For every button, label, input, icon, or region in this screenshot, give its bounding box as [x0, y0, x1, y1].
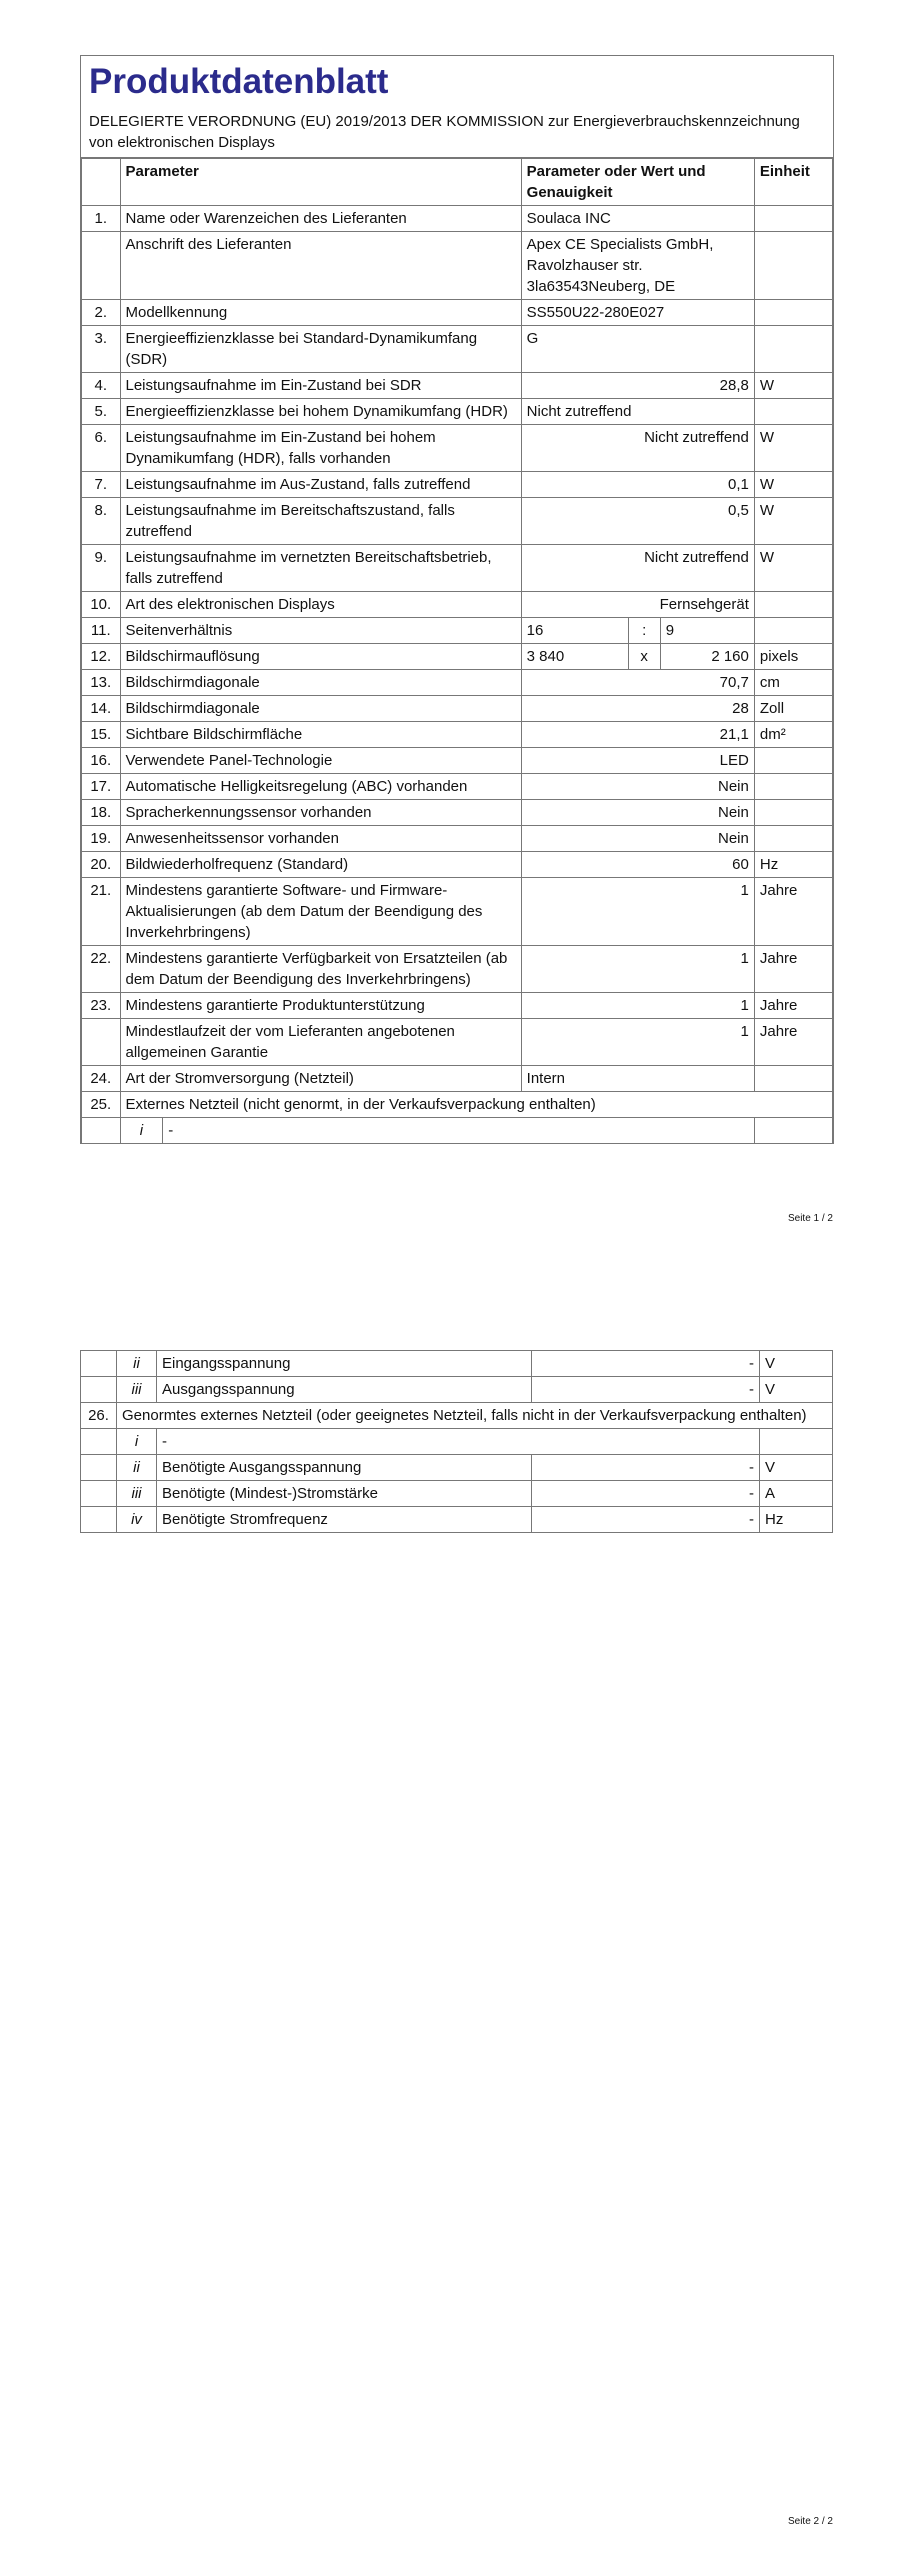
- header-parameter: Parameter: [120, 158, 521, 205]
- table-row: 19. Anwesenheitssensor vorhanden Nein: [82, 825, 833, 851]
- table-row: ii Eingangsspannung - V: [81, 1351, 833, 1377]
- table-row: 12. Bildschirmauflösung 3 840 x 2 160 pixels: [82, 643, 833, 669]
- product-data-table-continued: [80, 1350, 833, 1533]
- table-row: 21. Mindestens garantierte Software- und Firmware-Aktualisierungen (ab dem Datum der Beendigung des Inverkehrbringens) 1 Jahre: [82, 877, 833, 945]
- table-row: i -: [81, 1429, 833, 1455]
- table-header-row: [82, 158, 833, 205]
- page-2: [80, 1350, 832, 1533]
- table-row: 1. Name oder Warenzeichen des Lieferanten Soulaca INC: [82, 205, 833, 231]
- table-row: 8. Leistungsaufnahme im Bereitschaftszustand, falls zutreffend 0,5 W: [82, 497, 833, 544]
- table-row: 20. Bildwiederholfrequenz (Standard) 60 Hz: [82, 851, 833, 877]
- table-row: 9. Leistungsaufnahme im vernetzten Bereitschaftsbetrieb, falls zutreffend Nicht zutreffend W: [82, 544, 833, 591]
- table-row: 6. Leistungsaufnahme im Ein-Zustand bei hohem Dynamikumfang (HDR), falls vorhanden Nicht zutreffend W: [82, 424, 833, 471]
- table-row: ii Benötigte Ausgangsspannung - V: [81, 1455, 833, 1481]
- table-row: iv Benötigte Stromfrequenz - Hz: [81, 1507, 833, 1533]
- table-row: iii Ausgangsspannung - V: [81, 1377, 833, 1403]
- table-row: 17. Automatische Helligkeitsregelung (ABC) vorhanden Nein: [82, 773, 833, 799]
- table-row: 15. Sichtbare Bildschirmfläche 21,1 dm²: [82, 721, 833, 747]
- table-row: 23. Mindestens garantierte Produktunterstützung 1 Jahre: [82, 992, 833, 1018]
- table-row: 2. Modellkennung SS550U22-280E027: [82, 299, 833, 325]
- table-row: 5. Energieeffizienzklasse bei hohem Dynamikumfang (HDR) Nicht zutreffend: [82, 398, 833, 424]
- table-row: 18. Spracherkennungssensor vorhanden Nein: [82, 799, 833, 825]
- table-row: 4. Leistungsaufnahme im Ein-Zustand bei SDR 28,8 W: [82, 372, 833, 398]
- table-row: 7. Leistungsaufnahme im Aus-Zustand, falls zutreffend 0,1 W: [82, 471, 833, 497]
- page-footer-2: Seite 2 / 2: [787, 2516, 833, 2527]
- table-row: Mindestlaufzeit der vom Lieferanten angebotenen allgemeinen Garantie 1 Jahre: [82, 1018, 833, 1065]
- table-row: 24. Art der Stromversorgung (Netzteil) Intern: [82, 1065, 833, 1091]
- table-row: 11. Seitenverhältnis 16 : 9: [82, 617, 833, 643]
- header-unit: Einheit: [754, 158, 832, 205]
- regulation-subtitle: DELEGIERTE VERORDNUNG (EU) 2019/2013 DER KOMMISSION zur Energieverbrauchskennzeichnung von elektronischen Displays: [89, 113, 800, 151]
- table-row: i -: [82, 1117, 833, 1143]
- table-row: 26. Genormtes externes Netzteil (oder geeignetes Netzteil, falls nicht in der Verkaufsverpackung enthalten): [81, 1403, 833, 1429]
- table-row: 13. Bildschirmdiagonale 70,7 cm: [82, 669, 833, 695]
- table-row: 22. Mindestens garantierte Verfügbarkeit von Ersatzteilen (ab dem Datum der Beendigung des Inverkehrbringens) 1 Jahre: [82, 945, 833, 992]
- table-row: 16. Verwendete Panel-Technologie LED: [82, 747, 833, 773]
- table-row: 14. Bildschirmdiagonale 28 Zoll: [82, 695, 833, 721]
- document-header: [81, 56, 833, 158]
- table-row: 10. Art des elektronischen Displays Fernsehgerät: [82, 591, 833, 617]
- table-row: iii Benötigte (Mindest-)Stromstärke - A: [81, 1481, 833, 1507]
- page-footer-1: Seite 1 / 2: [787, 1213, 833, 1224]
- header-value: Parameter oder Wert und Genauigkeit: [521, 158, 754, 205]
- page-title: Produktdatenblatt: [89, 62, 389, 101]
- table-row: 3. Energieeffizienzklasse bei Standard-Dynamikumfang (SDR) G: [82, 325, 833, 372]
- product-data-table: [81, 158, 833, 1144]
- table-row: 25. Externes Netzteil (nicht genormt, in der Verkaufsverpackung enthalten): [82, 1091, 833, 1117]
- table-row: Anschrift des Lieferanten Apex CE Specialists GmbH, Ravolzhauser str. 3la63543Neuberg, DE: [82, 231, 833, 299]
- page-1: [80, 55, 834, 1144]
